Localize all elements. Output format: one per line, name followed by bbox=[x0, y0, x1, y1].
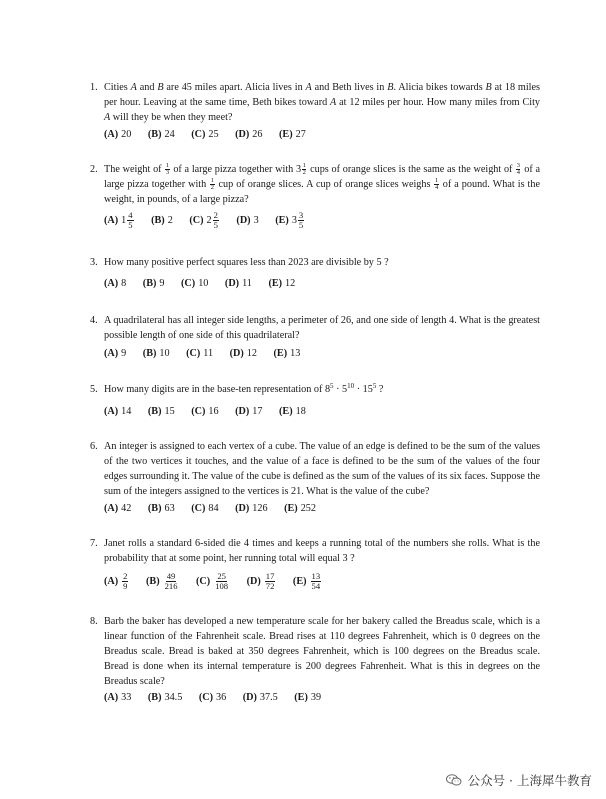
option-e: (E) 13 bbox=[273, 348, 301, 360]
option-c: (C) 36 bbox=[198, 692, 227, 704]
answer-choices-8 bbox=[104, 692, 335, 703]
option-e: (E) 18 bbox=[279, 406, 306, 418]
answer-choices-2 bbox=[104, 211, 319, 230]
question-7 bbox=[90, 536, 540, 566]
option-d: (D) 37.5 bbox=[242, 692, 278, 704]
option-b: (B) 2 bbox=[151, 215, 173, 226]
answer-choices-5 bbox=[104, 406, 320, 417]
option-c: (C) $\frac{25}{108}$ bbox=[196, 571, 229, 591]
option-d: (D) 126 bbox=[235, 503, 268, 515]
question-text: How many positive perfect squares less than 2023 are divisible by 5 ? bbox=[104, 257, 389, 268]
answer-choices-1 bbox=[104, 129, 320, 140]
wechat-icon bbox=[446, 774, 462, 786]
option-d: (D) 12 bbox=[229, 348, 257, 360]
fraction: $\frac{3}{4}$ bbox=[516, 161, 520, 177]
question-5 bbox=[90, 382, 540, 397]
question-text: Janet rolls a standard 6-sided die 4 times and keeps a running total of the numbers she rolls. What is the probability that at some point, her running total will equal 3 ? bbox=[104, 538, 540, 564]
question-8 bbox=[90, 614, 540, 689]
question-6 bbox=[90, 439, 540, 499]
question-number: 1. bbox=[90, 82, 98, 93]
option-c: (C) 16 bbox=[191, 406, 219, 418]
option-e: (E) 12 bbox=[268, 278, 296, 290]
option-b: (B) 10 bbox=[142, 348, 170, 360]
option-a: (A) 1 $\frac{4}{5}$ bbox=[104, 210, 133, 230]
option-d: (D) 26 bbox=[235, 129, 263, 141]
fraction: $\frac{1}{4}$ bbox=[434, 176, 439, 192]
question-text: Barb the baker has developed a new temperature scale for her bakery called the Breadus scale, which is a linear function of the Fahrenheit scale. Bread rises at 110 degrees Fahrenheit, which is 0 degrees on the Breadus scale. Bread is baked at 350 degrees Fahrenheit, which is 100 degrees on the Breadus scale. Bread is done when its internal temperature is 200 degrees Fahrenheit. What is this in degrees on the Breadus scale? bbox=[104, 616, 540, 687]
question-text: An integer is assigned to each vertex of a cube. The value of an edge is defined to be the sum of the values of the two vertices it touches, and the value of a face is defined to be the sum of the values of the four edges surrounding it. The value of the cube is defined as the sum of the values of its six faces. Suppose the sum of the integers assigned to the vertices is 21. What is the value of the cube? bbox=[104, 441, 540, 497]
option-a: (A) 9 bbox=[104, 348, 127, 360]
option-c: (C) 2 $\frac{2}{5}$ bbox=[189, 210, 218, 230]
option-e: (E) 3 $\frac{3}{5}$ bbox=[275, 210, 304, 230]
option-b: (B) 63 bbox=[147, 503, 175, 515]
fraction: $\frac{1}{2}$ bbox=[302, 161, 306, 177]
answer-choices-6 bbox=[104, 503, 330, 514]
option-b: (B) 15 bbox=[147, 406, 175, 418]
question-number: 3. bbox=[90, 257, 98, 268]
question-4 bbox=[90, 313, 540, 343]
option-b: (B) 24 bbox=[147, 129, 175, 141]
option-b: (B) $\frac{49}{216}$ bbox=[146, 571, 178, 591]
question-text: A quadrilateral has all integer side lengths, a perimeter of 26, and one side of length 4. What is the greatest possible length of one side of this quadrilateral? bbox=[104, 315, 540, 341]
fraction: $\frac{1}{3}$ bbox=[165, 161, 170, 177]
option-d: (D) $\frac{17}{72}$ bbox=[246, 571, 275, 591]
option-c: (C) 11 bbox=[186, 348, 214, 360]
option-e: (E) 39 bbox=[294, 692, 322, 704]
option-d: (D) 17 bbox=[235, 406, 263, 418]
question-text: Cities A and B are 45 miles apart. Alicia lives in A and Beth lives in B. Alicia bikes towards B at 18 miles per hour. Leaving at the same time, Beth bikes toward A at 12 miles per hour. How many miles from City A will they be when they meet? bbox=[104, 82, 540, 123]
question-number: 5. bbox=[90, 384, 98, 395]
question-number: 6. bbox=[90, 441, 98, 452]
option-a: (A) 33 bbox=[104, 692, 132, 704]
option-d: (D) 11 bbox=[224, 278, 252, 290]
answer-choices-4 bbox=[104, 348, 314, 359]
question-number: 7. bbox=[90, 538, 98, 549]
option-a: (A) 42 bbox=[104, 503, 132, 515]
question-text: How many digits are in the base-ten representation of $8^5 \cdot 5^{10} \cdot 15^5$ ? bbox=[104, 382, 384, 395]
option-c: (C) 25 bbox=[191, 129, 219, 141]
question-2 bbox=[90, 162, 540, 207]
question-number: 8. bbox=[90, 616, 98, 627]
option-b: (B) 34.5 bbox=[147, 692, 183, 704]
option-c: (C) 10 bbox=[181, 278, 209, 290]
question-number: 2. bbox=[90, 164, 98, 175]
answer-choices-7 bbox=[104, 572, 336, 591]
question-1 bbox=[90, 80, 540, 125]
question-3 bbox=[90, 255, 540, 270]
option-b: (B) 9 bbox=[142, 278, 165, 290]
question-text: The weight of $\frac{1}{3}$ of a large pizza together with 3 $\frac{1}{2}$ cups of orange slices is the same as the weight of $\frac{3}{4}$ of a large pizza together with $\frac{1}{2}$ cup of orange slices. A cup of orange slices weighs $\frac{1}{4}$ of a pound. What is the weight, in pounds, of a large pizza? bbox=[104, 161, 541, 205]
watermark-text: 公众号 · 上海犀牛教育 bbox=[467, 773, 592, 788]
option-a: (A) $\frac{2}{9}$ bbox=[104, 571, 128, 591]
option-a: (A) 14 bbox=[104, 406, 132, 418]
option-a: (A) 8 bbox=[104, 278, 127, 290]
option-c: (C) 84 bbox=[191, 503, 219, 515]
watermark bbox=[446, 771, 592, 789]
answer-choices-3 bbox=[104, 278, 309, 289]
question-number: 4. bbox=[90, 315, 98, 326]
option-a: (A) 20 bbox=[104, 129, 132, 141]
option-e: (E) 252 bbox=[284, 503, 316, 515]
option-e: (E) $\frac{13}{54}$ bbox=[292, 571, 321, 591]
option-d: (D) 3 bbox=[236, 215, 259, 226]
fraction: $\frac{1}{2}$ bbox=[210, 176, 214, 192]
option-e: (E) 27 bbox=[279, 129, 306, 141]
